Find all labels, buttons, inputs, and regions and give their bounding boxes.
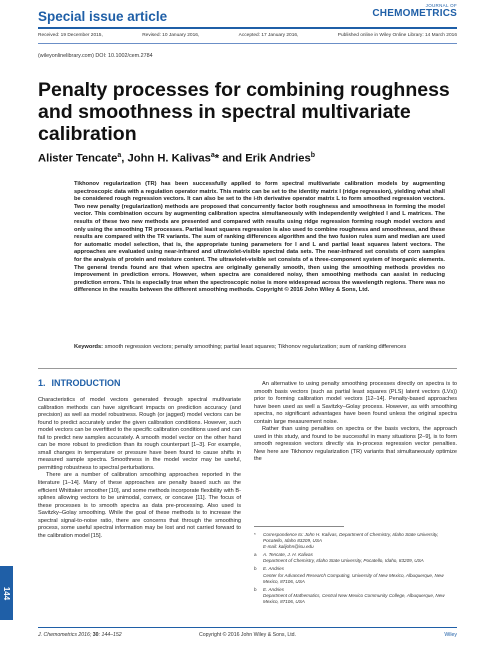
author-tencate[interactable]: Alister Tencate — [38, 152, 118, 165]
body-column-left — [38, 378, 241, 540]
date-received: Received: 19 December 2015, — [38, 33, 103, 38]
affiliation-mark: b — [310, 152, 315, 159]
footnote-affiliation-b2 — [254, 587, 457, 605]
doi-line[interactable]: (wileyonlinelibrary.com) DOI: 10.1002/cem.2784 — [38, 53, 153, 59]
affiliation-mark: a — [210, 152, 215, 159]
paragraph: An alternative to using penalty smoothing processes directly on spectra is to smooth basis vectors (such as partial least squares (PLS) latent vectors (LVs)) prior to forming calibration model vectors [12–14]. Penalty-based approaches have been used as well a Savitzky–Golay process. However, as with smoothing spectra, no significant advantages have been found unless the original spectra contain large measurement noise. — [254, 381, 457, 425]
date-revised: Revised: 10 January 2016, — [142, 33, 200, 38]
footnote-names: E. Andries — [263, 566, 285, 572]
footnote-text: Correspondence to: John H. Kalivas, Department of Chemistry, Idaho State University, Pocatello, Idaho 83209, USA — [263, 532, 439, 544]
footnote-mark: a — [254, 552, 257, 558]
date-accepted: Accepted: 17 January 2016, — [238, 33, 299, 38]
journal-logo-top: JOURNAL OF — [425, 3, 457, 8]
keywords — [74, 344, 445, 352]
correspondence-mark: * — [214, 152, 220, 165]
copyright: Copyright © 2016 John Wiley & Sons, Ltd. — [199, 632, 296, 638]
footnote-affiliation: Center for Advanced Research Computing, University of New Mexico, Albuquerque, New Mexico, 87106, USA — [263, 572, 444, 584]
footnote-affiliation-b1 — [254, 566, 457, 584]
body-column-right — [254, 381, 457, 464]
section-title: INTRODUCTION — [51, 378, 121, 388]
footnote-mark: b — [254, 586, 257, 592]
publisher-brand[interactable]: Wiley — [444, 632, 457, 638]
footnote-mark: * — [254, 532, 256, 537]
footnote-correspondence — [254, 532, 457, 550]
footnote-affiliation: Department of Mathematics, Central New Mexico Community College, Albuquerque, New Mexico, 87106, USA — [263, 592, 445, 604]
author-list: Alister Tencate$^a$, John H. Kalivas$^a$* and Erik Andries$^b$ — [38, 152, 315, 165]
article-dates — [38, 33, 457, 38]
keywords-text: smooth regression vectors; penalty smoothing; partial least squares; Tikhonov regularization; sum of ranking differences — [104, 344, 407, 350]
date-published: Published online in Wiley Online Library: 14 March 2016 — [337, 33, 457, 38]
citation-volume: 30 — [92, 632, 99, 638]
footnote-affiliation-a — [254, 552, 457, 564]
abstract-rule — [38, 368, 457, 369]
dates-rule — [38, 43, 457, 44]
footnote-names: A. Tencate, J. H. Kalivas — [263, 552, 313, 558]
paragraph: There are a number of calibration smoothing approaches reported in the literature [1–14]. Many of these approaches are penalty based such as the efficient Whittaker smoother [10], and some methods incorporate flexibility with B-splines allowing vectors to be unimodal, convex, or concave [11]. The focus of these processes is to smooth spectra as data pre-processing. Also used is Savitzky–Golay smoothing. While the goal of these methods is to increase the spectral signal-to-noise ratio, there are concerns that through the smoothing process, some useful spectral information may be lost and not carried forward to the calibration model [15]. — [38, 472, 241, 539]
page-number: 144 — [2, 586, 12, 600]
journal-logo-name: CHEMOMETRICS — [372, 7, 457, 19]
keywords-label: Keywords: — [74, 344, 104, 350]
journal-logo — [372, 4, 457, 19]
header-rule — [38, 27, 457, 29]
citation-pages: : 144–152 — [98, 632, 122, 638]
footnote-rule — [254, 526, 344, 527]
section-number: 1. — [38, 378, 46, 388]
section-heading-introduction — [38, 378, 241, 389]
author-kalivas[interactable]: John H. Kalivas — [127, 152, 211, 165]
journal-abbrev: J. Chemometrics — [38, 632, 77, 638]
paragraph: Characteristics of model vectors generated through spectral multivariate calibration methods can have significant impacts on prediction accuracy (and precision) as well as model robustness. Rough (or jagged) model vectors can be found to predict accurately under the given calibration conditions. However, such model vectors can be overfitted to the specific calibration conditions used and can fail to predict new samples accurately. A smooth model vector on the other hand can be more robust to prediction than its rough counterpart [1–3]. For example, small changes in temperature or pressure have been found to cause shifts in measured sample spectra. Smoothness in the model vector may be useful, permitting robustness to spectral perturbations. — [38, 397, 241, 471]
footnotes — [254, 532, 457, 607]
affiliation-mark: a — [117, 152, 122, 159]
author-andries[interactable]: and Erik Andries — [222, 152, 311, 165]
paragraph: Rather than using penalties on spectra or the basis vectors, the approach used in this study, and found to be successful in many situations [2–9], is to form smooth regression vectors directly via in-process regression vector penalties. New here are Tikhonov regularization (TR) variants that simultaneously optimize the — [254, 426, 457, 463]
footer-rule — [38, 627, 457, 628]
section-label: Special issue article — [38, 9, 168, 24]
footnote-email[interactable]: E-mail: kalijohn@isu.edu — [263, 544, 314, 550]
footnote-names: E. Andries — [263, 586, 285, 592]
article-title: Penalty processes for combining roughness and smoothness in spectral multivariate calibration — [38, 79, 450, 145]
footnote-affiliation: Department of Chemistry, Idaho State University, Pocatello, Idaho, 83209, USA — [263, 558, 424, 564]
footnote-mark: b — [254, 566, 257, 572]
page-number-tab — [0, 566, 13, 620]
abstract: Tikhonov regularization (TR) has been successfully applied to form spectral multivariate calibration models by augmenting spectroscopic data with a regulation operator matrix. This matrix can be set to the identity matrix I (ridge regression), yielding what shall be considered rough regression vectors. It can also be set to the i-th derivative operator matrix L to form smoothed regression vectors. Two new penalty (regularization) methods are proposed that concurrently factor both roughness and smoothness in forming the model vector. This combination occurs by augmenting calibration spectra simultaneously with independently weighted I and L matrices. The results of these two new methods are presented and compared with results using ridge regression forming rough model vectors and only using the smoothing TR processes. Partial least squares regression is also used to combine roughness and smoothness, and these results are compared with the TR variants. The sum of ranking differences algorithm and the two fusion rules sum and median are used for automatic model selection, that is, the appropriate tuning parameters for I and L and partial least squares latent vectors. The approaches are evaluated using near-infrared and ultraviolet-visible spectral data sets. The near-infrared set consists of corn samples for the analysis of protein and moisture content. The ultraviolet-visible set consists of a three-component system of inorganic elements. The general trends found are that when spectra are originally generally smooth, then using the smoothing methods provides no improvement in prediction errors. However, when spectra are considered noisy, then smoothing methods can assist in reducing prediction errors. This is especially true when the spectroscopic noise is more widespread across the wavelength regions. There was no difference in the results between the different smoothing methods. Copyright © 2016 John Wiley & Sons, Ltd. — [74, 181, 445, 294]
citation-year: 2016; — [76, 632, 93, 638]
